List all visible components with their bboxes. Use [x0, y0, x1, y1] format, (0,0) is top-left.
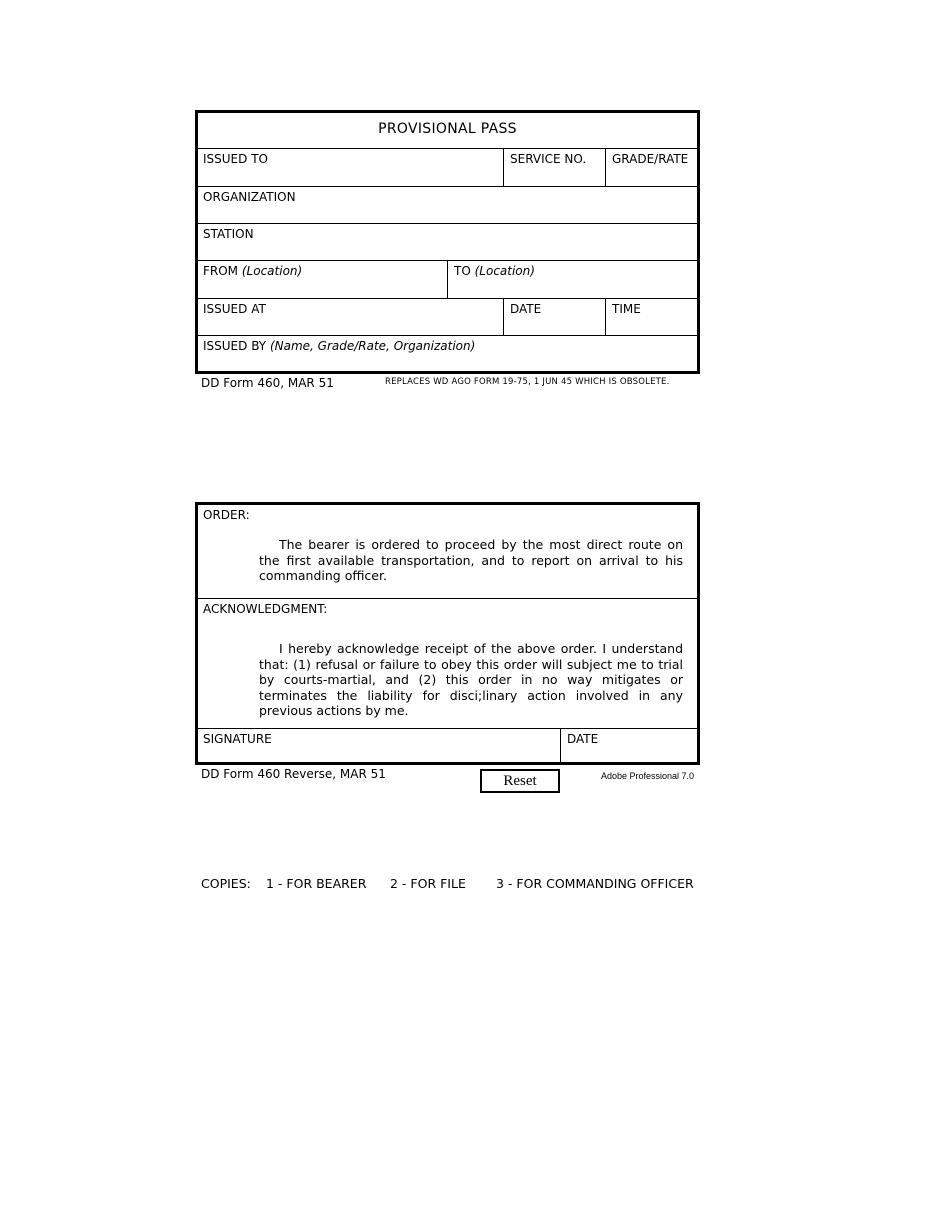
copy-2-file: 2 - FOR FILE [390, 876, 466, 891]
issued-at-label: ISSUED AT [203, 302, 266, 316]
from-label: FROM [203, 264, 239, 278]
provisional-pass-form [195, 110, 700, 374]
issued-at-field[interactable] [198, 299, 503, 335]
from-location-field[interactable] [198, 261, 447, 298]
issue-time-field[interactable] [607, 299, 697, 335]
station-label: STATION [203, 227, 254, 241]
software-note: Adobe Professional 7.0 [601, 771, 695, 781]
order-text: The bearer is ordered to proceed by the most direct route on the first available transportation, and to report on arrival to his commanding officer. [259, 537, 683, 583]
acknowledgment-label: ACKNOWLEDGMENT: [203, 602, 328, 616]
acknowledgment-text: I hereby acknowledge receipt of the above order. I understand that: (1) refusal or failure to obey this order will subject me to trial by courts-martial, and (2) this order in no way mitigates or terminates the liability for disci;linary action involved in any previous actions by me. [259, 641, 683, 718]
signature-label: SIGNATURE [203, 732, 272, 746]
grade-rate-label: GRADE/RATE [612, 152, 689, 166]
signature-date-field[interactable] [562, 729, 697, 762]
issue-time-label: TIME [612, 302, 641, 316]
issued-by-hint: (Name, Grade/Rate, Organization) [269, 339, 476, 353]
front-form-number: DD Form 460, MAR 51 [201, 376, 334, 390]
copies-label: COPIES: [201, 876, 251, 891]
signature-date-label: DATE [567, 732, 599, 746]
to-location-field[interactable] [449, 261, 697, 298]
signature-field[interactable] [198, 729, 560, 762]
issued-to-label: ISSUED TO [203, 152, 268, 166]
reset-button[interactable]: Reset [480, 769, 560, 793]
grade-rate-field[interactable] [607, 149, 697, 186]
replaces-note: REPLACES WD AGO FORM 19-75, 1 JUN 45 WHICH IS OBSOLETE. [385, 377, 670, 387]
reverse-form-number: DD Form 460 Reverse, MAR 51 [201, 767, 386, 781]
organization-label: ORGANIZATION [203, 190, 296, 204]
service-no-field[interactable] [505, 149, 605, 186]
copy-3-commanding-officer: 3 - FOR COMMANDING OFFICER [496, 876, 694, 891]
issued-to-field[interactable] [198, 149, 503, 186]
from-hint: (Location) [241, 264, 303, 278]
station-field[interactable] [198, 224, 697, 260]
organization-field[interactable] [198, 187, 697, 223]
to-hint: (Location) [474, 264, 535, 278]
issue-date-label: DATE [510, 302, 542, 316]
order-label: ORDER: [203, 508, 250, 522]
issued-by-label: ISSUED BY [203, 339, 267, 353]
issue-date-field[interactable] [505, 299, 605, 335]
copy-1-bearer: 1 - FOR BEARER [266, 876, 367, 891]
service-no-label: SERVICE NO. [510, 152, 587, 166]
to-label: TO [454, 264, 471, 278]
issued-by-field[interactable] [198, 336, 697, 371]
order-acknowledgment-form [195, 502, 700, 765]
form-title: PROVISIONAL PASS [378, 121, 517, 137]
